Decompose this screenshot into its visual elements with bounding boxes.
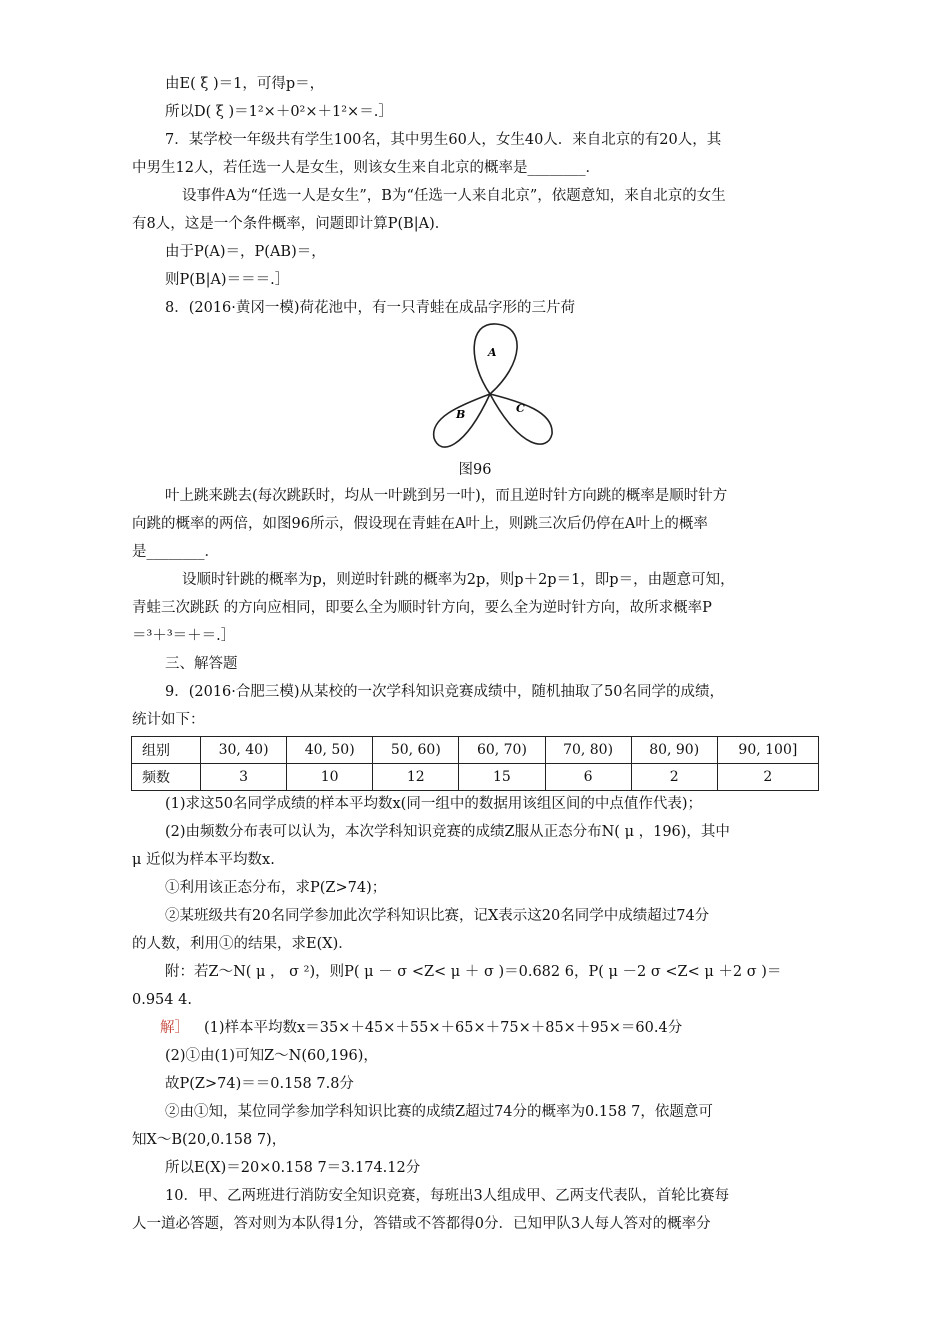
text-line: μ 近似为样本平均数x. bbox=[132, 852, 275, 868]
text-line: 9．(2016·合肥三模)从某校的一次学科知识竞赛成绩中，随机抽取了50名同学的成绩， bbox=[165, 684, 724, 700]
table-row bbox=[132, 737, 819, 764]
text-line: 所以E(X)＝20×0.158 7＝3.174.12分 bbox=[165, 1160, 421, 1176]
text-line: (1)样本平均数x＝35×＋45×＋55×＋65×＋75×＋85×＋95×＝60.4分 bbox=[204, 1020, 683, 1036]
table-cell: 60, 70) bbox=[459, 737, 545, 764]
row-header: 频数 bbox=[132, 764, 201, 791]
text-line: 由于P(A)＝，P(AB)＝， bbox=[165, 244, 326, 260]
table-cell: 6 bbox=[545, 764, 631, 791]
table-cell: 90, 100] bbox=[717, 737, 818, 764]
text-line: 8．(2016·黄冈一模)荷花池中，有一只青蛙在成品字形的三片荷 bbox=[165, 300, 576, 316]
text-line: ②由①知，某位同学参加学科知识比赛的成绩Z超过74分的概率为0.158 7，依题意可 bbox=[165, 1104, 713, 1120]
text-line: ①利用该正态分布，求P(Z>74)； bbox=[165, 880, 387, 896]
table-cell: 80, 90) bbox=[631, 737, 717, 764]
table-cell: 30, 40) bbox=[201, 737, 287, 764]
frequency-table bbox=[131, 736, 819, 791]
table-cell: 40, 50) bbox=[287, 737, 373, 764]
text-line: 由E( ξ )＝1，可得p＝， bbox=[165, 76, 325, 92]
text-line: 人一道必答题，答对则为本队得1分，答错或不答都得0分．已知甲队3人每人答对的概率分 bbox=[132, 1216, 711, 1232]
figure-caption: 图96 bbox=[458, 462, 492, 478]
text-line: 向跳的概率的两倍，如图96所示，假设现在青蛙在A叶上，则跳三次后仍停在A叶上的概率 bbox=[132, 516, 708, 532]
text-line: 设事件A为“任选一人是女生”，B为“任选一人来自北京”，依题意知，来自北京的女生 bbox=[182, 188, 726, 204]
leaf-label-c: C bbox=[516, 402, 525, 415]
table-cell: 2 bbox=[717, 764, 818, 791]
table-cell: 70, 80) bbox=[545, 737, 631, 764]
text-line: ②某班级共有20名同学参加此次学科知识比赛，记X表示这20名同学中成绩超过74分 bbox=[165, 908, 710, 924]
text-line: 10．甲、乙两班进行消防安全知识竞赛，每班出3人组成甲、乙两支代表队，首轮比赛每 bbox=[165, 1188, 730, 1204]
text-line: 统计如下： bbox=[132, 712, 205, 728]
text-line: 故P(Z>74)＝＝0.158 7.8分 bbox=[165, 1076, 354, 1092]
text-line: 是________． bbox=[132, 544, 219, 560]
text-line: 设顺时针跳的概率为p，则逆时针跳的概率为2p，则p＋2p＝1，即p＝，由题意可知， bbox=[182, 572, 735, 588]
text-line: 附：若Z～N( μ ， σ ²)，则P( μ － σ <Z< μ ＋ σ )＝0.682 6，P( μ －2 σ <Z< μ ＋2 σ )＝ bbox=[165, 964, 782, 980]
text-line: 知X～B(20,0.158 7)， bbox=[132, 1132, 287, 1148]
text-line: 所以D( ξ )＝1²×＋0²×＋1²×＝.］ bbox=[165, 104, 393, 120]
table-cell: 10 bbox=[287, 764, 373, 791]
text-line: 叶上跳来跳去(每次跳跃时，均从一叶跳到另一叶)，而且逆时针方向跳的概率是顺时针方 bbox=[165, 488, 728, 504]
text-line: (2)由频数分布表可以认为，本次学科知识竞赛的成绩Z服从正态分布N( μ ，196)，其中 bbox=[165, 824, 730, 840]
table-cell: 12 bbox=[373, 764, 459, 791]
text-line: (1)求这50名同学成绩的样本平均数x(同一组中的数据用该组区间的中点值作代表)； bbox=[165, 796, 702, 812]
section-heading: 三、解答题 bbox=[165, 656, 238, 672]
table-cell: 50, 60) bbox=[373, 737, 459, 764]
solution-mark: 解］ bbox=[160, 1020, 189, 1036]
text-line: 7．某学校一年级共有学生100名，其中男生60人，女生40人．来自北京的有20人，其 bbox=[165, 132, 722, 148]
text-line: 0.954 4. bbox=[132, 992, 192, 1008]
text-line: ＝³＋³＝＋＝.］ bbox=[132, 628, 236, 644]
text-line: 有8人，这是一个条件概率，问题即计算P(B|A)． bbox=[132, 216, 450, 232]
text-line: 的人数，利用①的结果，求E(X)． bbox=[132, 936, 353, 952]
table-row bbox=[132, 764, 819, 791]
leaf-label-b: B bbox=[456, 408, 466, 421]
text-line: (2)①由(1)可知Z～N(60,196)， bbox=[165, 1048, 378, 1064]
text-line: 青蛙三次跳跃 的方向应相同，即要么全为顺时针方向，要么全为逆时针方向，故所求概率P bbox=[132, 600, 712, 616]
lotus-leaves-figure bbox=[428, 322, 558, 454]
table-cell: 2 bbox=[631, 764, 717, 791]
table-cell: 15 bbox=[459, 764, 545, 791]
leaf-label-a: A bbox=[488, 346, 497, 359]
table-cell: 3 bbox=[201, 764, 287, 791]
text-line: 中男生12人，若任选一人是女生，则该女生来自北京的概率是________． bbox=[132, 160, 600, 176]
text-line: 则P(B|A)＝＝＝.］ bbox=[165, 272, 290, 288]
row-header: 组别 bbox=[132, 737, 201, 764]
